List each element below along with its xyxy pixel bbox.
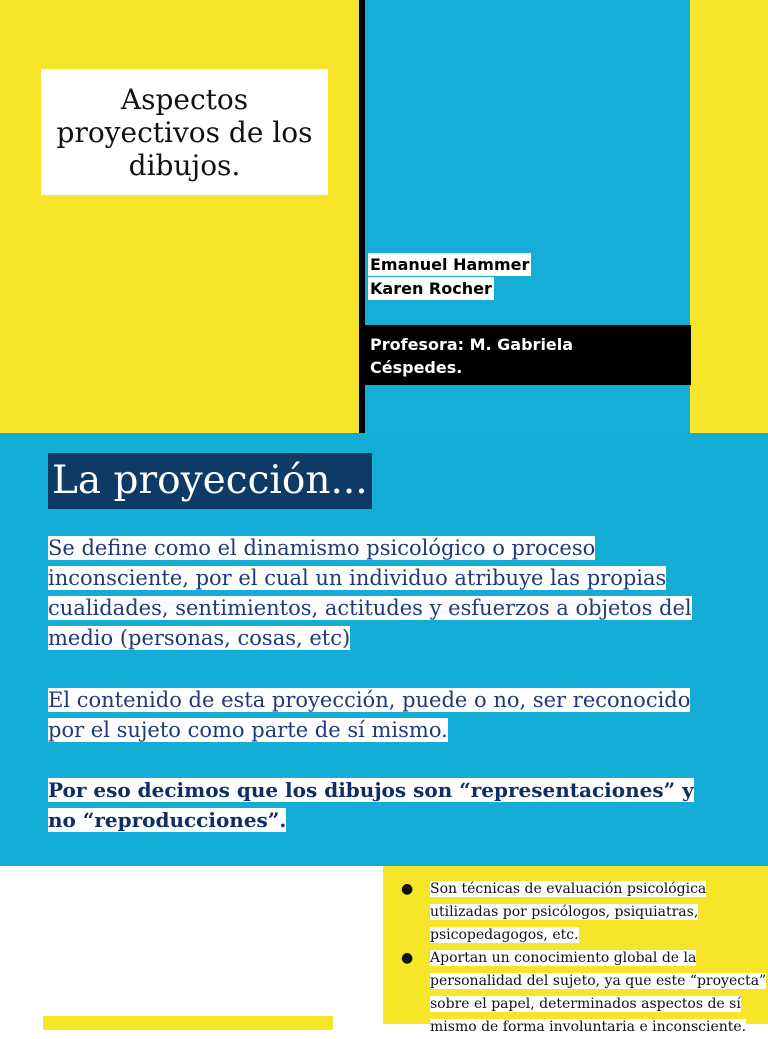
paragraph-text: El contenido de esta proyección, puede o no, ser reconocido por el sujeto como parte de sí mismo.: [48, 688, 691, 742]
conclusion-paragraph: [48, 775, 728, 835]
projection-slide: [0, 433, 768, 866]
bullet-icon: ●: [401, 881, 414, 897]
professor-label: Profesora: M. Gabriela Céspedes.: [370, 335, 574, 377]
question-heading-box: [43, 1016, 333, 1030]
bullet-text: Aportan un conocimiento global de la personalidad del sujeto, ya que este “proyecta” sobre el papel, determinados aspectos de sí mismo de forma involuntaria e inconsciente.: [430, 950, 767, 1035]
techniques-slide: [0, 866, 768, 1035]
paragraph-text: Se define como el dinamismo psicológico o proceso inconsciente, por el cual un individuo atribuye las propias cualidades, sentimientos, actitudes y esfuerzos a objetos del medio (personas, cosas, etc): [48, 536, 692, 650]
paragraph-text: Por eso decimos que los dibujos son “representaciones” y no “reproducciones”.: [48, 778, 694, 832]
definition-paragraph: [48, 533, 728, 653]
content-paragraph: [48, 685, 728, 745]
bullet-list: [396, 878, 768, 1039]
list-item: [396, 878, 768, 947]
author-name: Karen Rocher: [370, 279, 492, 298]
slide-title: Aspectos proyectivos de los dibujos.: [56, 82, 313, 182]
title-box: [41, 69, 328, 195]
section-heading: La proyección...: [48, 453, 372, 509]
author-name: Emanuel Hammer: [370, 255, 530, 274]
list-item: [396, 947, 768, 1039]
bullet-text: Son técnicas de evaluación psicológica utilizadas por psicólogos, psiquiatras, psicopedagogos, etc.: [430, 881, 707, 943]
title-slide: [0, 0, 768, 433]
professor-box: [364, 325, 691, 385]
bullet-icon: ●: [401, 950, 414, 966]
